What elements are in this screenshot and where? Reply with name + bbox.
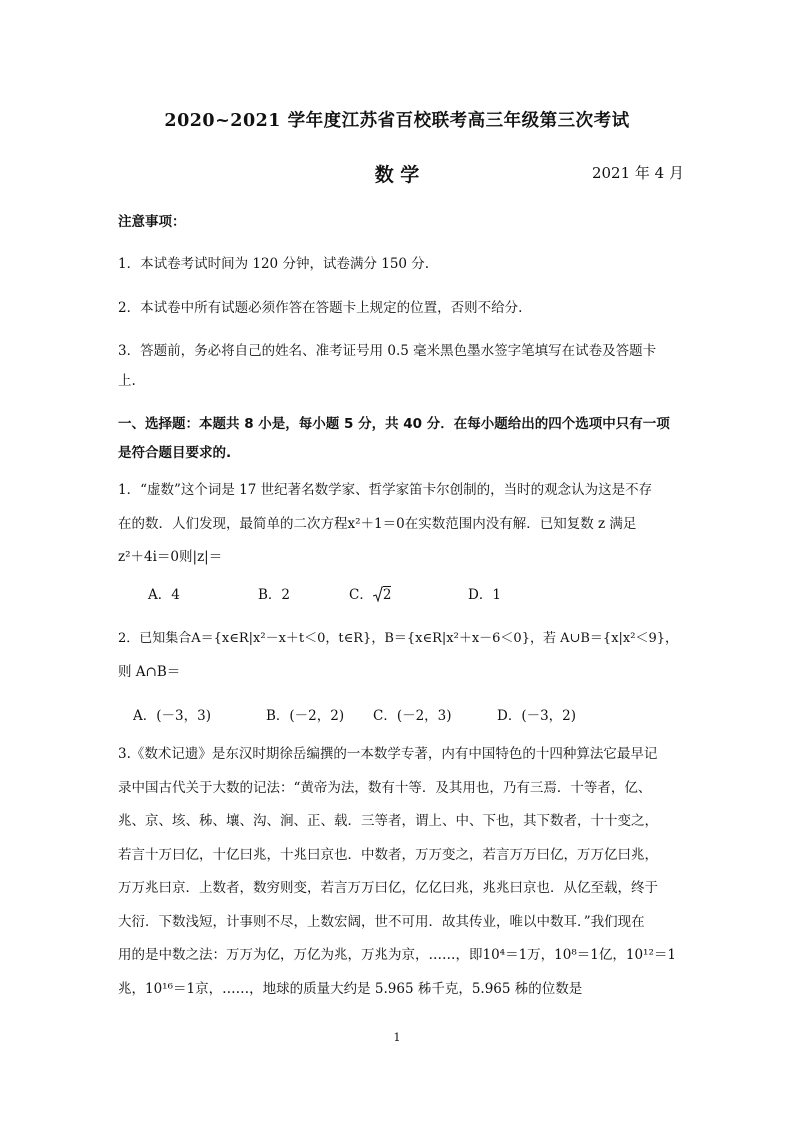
question-1 [118,474,688,575]
note-item-3-cont: 上. [118,373,136,389]
q1-line-2 [118,508,688,542]
page-number: 1 [393,1031,401,1044]
q3-line-8: 兆，10¹⁶＝1京，……，地球的质量大约是 5.965 秭千克，5.965 秭的位数是 [118,980,583,997]
exam-date: 2021 年 4 月 [591,164,684,182]
q2-line-2: 则 A∩B＝ [118,663,181,680]
notes-title: 注意事项： [118,214,186,230]
q1-option-c [349,583,391,606]
q3-line-4: 若言十万曰亿，十亿曰兆，十兆曰京也．中数者，万万变之，若言万万曰亿，万万亿曰兆， [118,846,658,863]
q2-option-c: C．(－2，3) [373,708,452,724]
q1-option-a: A．4 [148,587,180,603]
q1-line-2a: 在的数．人们发现，最简单的二次方程 [118,515,348,532]
q3-line-3: 兆、京、垓、秭、壤、沟、涧、正、载．三等者，谓上、中、下也，其下数者，十十变之， [118,813,658,829]
sqrt-icon [373,586,383,606]
q3-line-6: 大衍．下数浅短，计事则不尽，上数宏阔，世不可用．故其传业，唯以中数耳．”我们现在 [118,913,645,930]
q3-line-5: 万万兆曰京．上数者，数穷则变，若言万万曰亿，亿亿曰兆，兆兆曰京也．从亿至载，终于 [118,880,658,896]
q2-option-a: A．(－3，3) [133,708,211,724]
q1-line-2b: 在实数范围内没有解．已知复数 z 满足 [404,515,637,532]
note-item-2: 2．本试卷中所有试题必须作答在答题卡上规定的位置，否则不给分. [118,300,523,316]
q1-line-1: 1．“虚数”这个词是 17 世纪著名数学家、哲学家笛卡尔创制的，当时的观念认为这是不存 [118,482,653,498]
q2-option-d: D．(－3，2) [497,708,577,724]
q1-option-b: B．2 [258,587,291,603]
section-1-heading [118,410,688,468]
subject-heading: 数 学 [374,164,420,186]
q1-equation: x²＋1＝0 [347,515,405,532]
q1-options [0,583,794,603]
section-1-line-2: 是符合题目要求的. [118,445,232,461]
q1-option-d: D．1 [468,587,501,603]
note-item-3: 3．答题前，务必将自己的姓名、准考证号用 0.5 毫米黑色墨水签字笔填写在试卷及答题卡 [118,343,657,359]
q2-line-1: 2．已知集合A＝{x∈R|x²－x＋t＜0，t∈R}，B＝{x∈R|x²＋x－6＜0}，若 A∪B＝{x|x²＜9}， [118,631,678,646]
q1-option-c-label: C． [349,587,373,603]
question-3 [118,738,688,1006]
q3-line-2: 录中国古代关于大数的记法：“黄帝为法，数有十等．及其用也，乃有三焉．十等者，亿、 [118,779,652,796]
q2-option-b: B．(－2，2) [266,708,345,724]
section-1-line-1: 一、选择题：本题共 8 小是，每小题 5 分，共 40 分．在每小题给出的四个选项中只有一项 [118,416,670,432]
question-2 [118,622,688,689]
exam-title: 2020~2021 学年度江苏省百校联考高三年级第三次考试 [164,111,630,131]
q1-option-c-value: 2 [382,587,392,603]
q3-line-7: 用的是中数之法：万万为亿，万亿为兆，万兆为京，……，即10⁴＝1万，10⁸＝1亿，10¹²＝1 [118,947,676,963]
q1-line-3: z²＋4i＝0则|z|＝ [118,549,223,565]
q3-line-1: 3.《数术记遗》是东汉时期徐岳编撰的一本数学专著，内有中国特色的十四种算法它最早记 [118,746,658,762]
q2-options [0,704,794,724]
note-item-1: 1．本试卷考试时间为 120 分钟，试卷满分 150 分. [118,256,430,272]
